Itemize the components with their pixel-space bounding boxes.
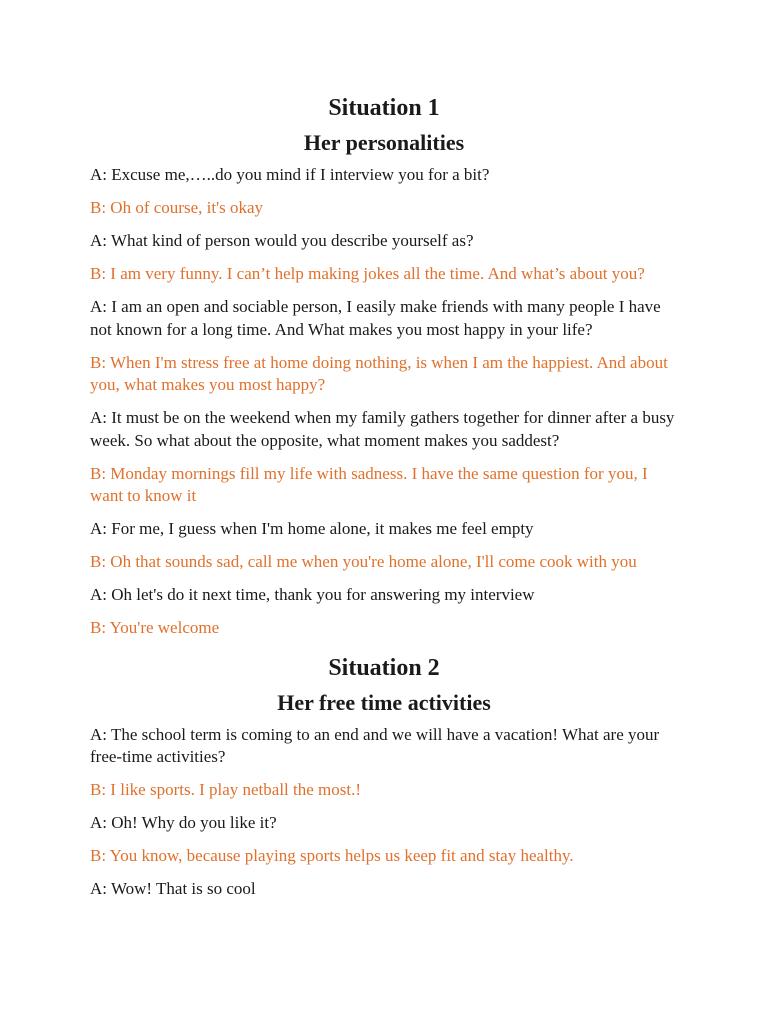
dialogue-line: B: Monday mornings fill my life with sadness. I have the same question for you, I want to know it <box>90 463 648 505</box>
dialogue-line: B: I am very funny. I can’t help making jokes all the time. And what’s about you? <box>90 264 645 283</box>
dialogue-line: A: The school term is coming to an end and we will have a vacation! What are your free-time activities? <box>90 724 660 766</box>
dialogue-line: A: I am an open and sociable person, I easily make friends with many people I have not known for a long time. And What makes you most happy in your life? <box>90 297 661 339</box>
situation-1-title: Situation 1 <box>328 95 440 121</box>
dialogue-line: A: For me, I guess when I'm home alone, it makes me feel empty <box>90 519 534 538</box>
dialogue-line: A: It must be on the weekend when my family gathers together for dinner after a busy week. So what about the opposite, what moment makes you saddest? <box>90 408 675 450</box>
dialogue-line: A: Oh! Why do you like it? <box>90 813 277 832</box>
situation-1-section <box>90 92 678 640</box>
dialogue-line: A: What kind of person would you describe yourself as? <box>90 231 474 250</box>
dialogue-line: A: Oh let's do it next time, thank you for answering my interview <box>90 585 535 604</box>
situation-1-subtitle: Her personalities <box>303 130 465 155</box>
situation-2-subtitle: Her free time activities <box>277 689 491 715</box>
dialogue-line: B: You're welcome <box>90 618 220 637</box>
dialogue-line: B: Oh that sounds sad, call me when you're home alone, I'll come cook with you <box>90 552 637 571</box>
document-page <box>90 92 678 911</box>
dialogue-line: B: You know, because playing sports helps us keep fit and stay healthy. <box>90 846 574 865</box>
dialogue-line: B: Oh of course, it's okay <box>90 198 264 217</box>
dialogue-line: B: When I'm stress free at home doing nothing, is when I am the happiest. And about you, what makes you most happy? <box>90 352 668 394</box>
situation-2-title: Situation 2 <box>328 654 440 681</box>
dialogue-line: A: Wow! That is so cool <box>90 879 256 898</box>
dialogue-line: A: Excuse me,…..do you mind if I interview you for a bit? <box>90 165 490 184</box>
situation-2-section <box>90 652 678 901</box>
dialogue-line: B: I like sports. I play netball the most.! <box>90 780 362 799</box>
